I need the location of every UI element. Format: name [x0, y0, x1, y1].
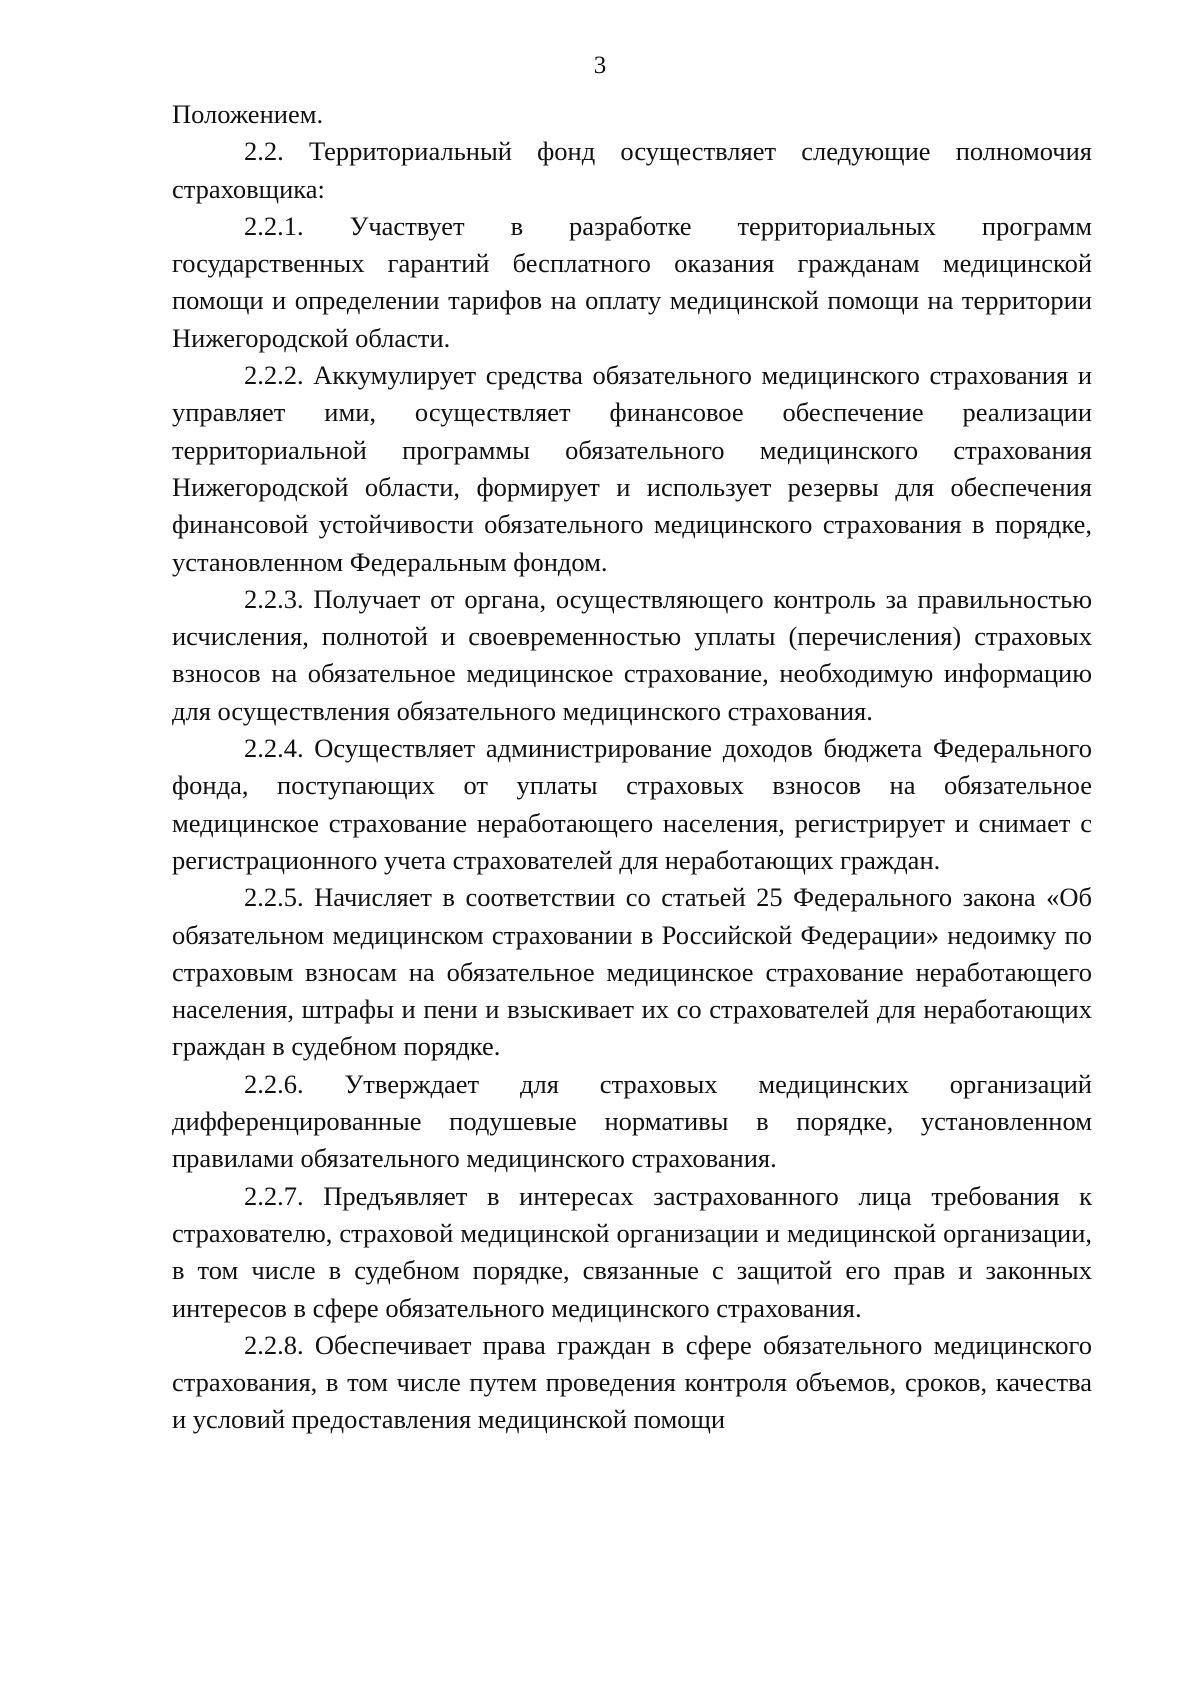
paragraph-2-2-5: 2.2.5. Начисляет в соответствии со статьей 25 Федерального закона «Об обязательном медицинском страховании в Российской Федерации» недоимку по страховым взносам на обязательное медицинское страхование неработающего населения, штрафы и пени и взыскивает их со страхователей для неработающих граждан в судебном порядке.	[172, 882, 1092, 1062]
paragraph-2-2-8: 2.2.8. Обеспечивает права граждан в сфере обязательного медицинского страхования, в том числе путем проведения контроля объемов, сроков, качества и условий предоставления медицинской помощи	[172, 1329, 1092, 1435]
paragraph-2-2-2: 2.2.2. Аккумулирует средства обязательного медицинского страхования и управляет ими, осуществляет финансовое обеспечение реализации территориальной программы обязательного медицинского страхования Нижегородской области, формирует и использует резервы для обеспечения финансовой устойчивости обязательного медицинского страхования в порядке, установленном Федеральным фондом.	[172, 360, 1092, 577]
document-body	[172, 96, 1092, 1439]
paragraph-continuation: Положением.	[172, 99, 324, 129]
paragraph-2-2-4: 2.2.4. Осуществляет администрирование доходов бюджета Федерального фонда, поступающих от уплаты страховых взносов на обязательное медицинское страхование неработающего населения, регистрирует и снимает с регистрационного учета страхователей для неработающих граждан.	[172, 733, 1092, 875]
paragraph-2-2-6: 2.2.6. Утверждает для страховых медицинских организаций дифференцированные подушевые нормативы в порядке, установленном правилами обязательного медицинского страхования.	[172, 1068, 1092, 1174]
paragraph-2-2: 2.2. Территориальный фонд осуществляет следующие полномочия страховщика:	[172, 136, 1092, 204]
page-number: 3	[593, 52, 607, 79]
paragraph-2-2-7: 2.2.7. Предъявляет в интересах застрахованного лица требования к страхователю, страховой медицинской организации и медицинской организации, в том числе в судебном порядке, связанные с защитой его прав и законных интересов в сфере обязательного медицинского страхования.	[172, 1180, 1092, 1323]
paragraph-2-2-1: 2.2.1. Участвует в разработке территориальных программ государственных гарантий бесплатного оказания гражданам медицинской помощи и определении тарифов на оплату медицинской помощи на территории Нижегородской области.	[172, 210, 1092, 353]
paragraph-2-2-3: 2.2.3. Получает от органа, осуществляющего контроль за правильностью исчисления, полнотой и своевременностью уплаты (перечисления) страховых взносов на обязательное медицинское страхование, необходимую информацию для осуществления обязательного медицинского страхования.	[172, 583, 1092, 726]
